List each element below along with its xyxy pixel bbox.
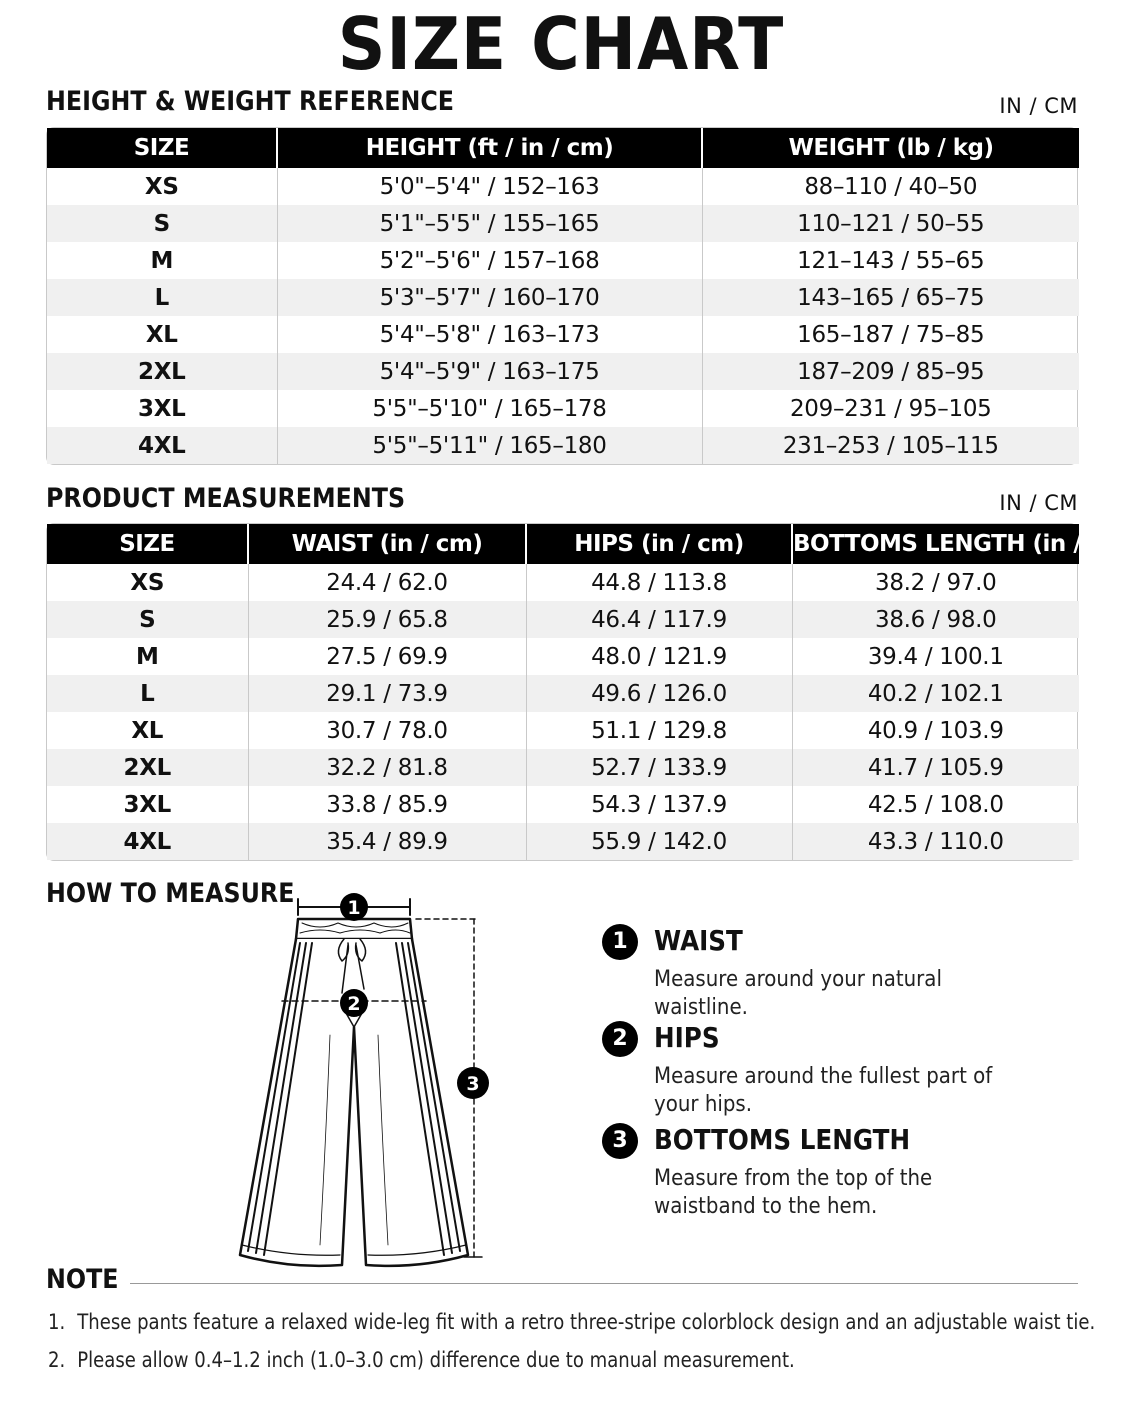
product-measurement-rows <box>47 564 1079 860</box>
product-measurements-unit: IN / CM <box>999 491 1078 515</box>
size-cell: M <box>150 247 174 274</box>
value-cell: 121–143 / 55–65 <box>702 242 1079 279</box>
size-cell: S <box>47 601 248 638</box>
number-badge: 3 <box>602 1123 638 1159</box>
diagram-marker-3 <box>457 1067 489 1099</box>
measure-description: Measure around the fullest part of your hips. <box>654 1064 993 1117</box>
diagram-marker-2 <box>340 989 368 1017</box>
number-badge: 2 <box>602 1021 638 1057</box>
pants-diagram <box>230 885 530 1280</box>
size-cell: 3XL <box>123 791 171 818</box>
height-weight-rows <box>47 168 1079 464</box>
value-cell: 35.4 / 89.9 <box>248 823 526 860</box>
product-measurements-heading: PRODUCT MEASUREMENTS <box>46 483 406 514</box>
note-number: 2. <box>48 1348 66 1372</box>
column-header-size: SIZE <box>47 128 277 168</box>
value-cell: 88–110 / 40–50 <box>702 168 1079 205</box>
measure-description: Measure around your natural waistline. <box>654 967 942 1020</box>
value-cell: 38.6 / 98.0 <box>792 601 1079 638</box>
value-cell: 32.2 / 81.8 <box>248 749 526 786</box>
table-row <box>47 786 1079 823</box>
value-cell: 44.8 / 113.8 <box>526 564 792 601</box>
table-row <box>47 390 1079 427</box>
value-cell: 52.7 / 133.9 <box>526 749 792 786</box>
size-cell: 4XL <box>47 823 248 860</box>
height-weight-table <box>46 127 1078 465</box>
note-item <box>48 1348 795 1372</box>
product-measurements-table <box>46 523 1135 861</box>
value-cell: 24.4 / 62.0 <box>248 564 526 601</box>
size-cell: M <box>135 643 159 670</box>
size-cell: XL <box>145 321 178 348</box>
note-heading: NOTE <box>46 1264 119 1295</box>
table-row <box>47 427 1079 464</box>
value-cell: 5'0"–5'4" / 152–163 <box>277 168 702 205</box>
value-cell: 40.9 / 103.9 <box>792 712 1079 749</box>
size-cell: 4XL <box>47 427 277 464</box>
value-cell: 46.4 / 117.9 <box>526 601 792 638</box>
table-header-row <box>47 524 1079 564</box>
value-cell: 143–165 / 65–75 <box>702 279 1079 316</box>
value-cell: 25.9 / 65.8 <box>248 601 526 638</box>
value-cell: 5'2"–5'6" / 157–168 <box>277 242 702 279</box>
column-header-weight: WEIGHT (lb / kg) <box>702 128 1079 168</box>
table-row <box>47 279 1079 316</box>
value-cell: 39.4 / 100.1 <box>792 638 1079 675</box>
value-cell: 187–209 / 85–95 <box>702 353 1079 390</box>
waistband <box>296 919 412 939</box>
value-cell: 38.2 / 97.0 <box>792 564 1079 601</box>
table-row <box>47 242 1079 279</box>
height-weight-unit: IN / CM <box>999 94 1078 118</box>
svg-text:2: 2 <box>347 993 361 1015</box>
table-row <box>47 168 1079 205</box>
note-item <box>48 1310 1095 1334</box>
table-row <box>47 823 1079 860</box>
how-to-measure-heading: HOW TO MEASURE <box>46 878 295 909</box>
table-row <box>47 638 1079 675</box>
value-cell: 40.2 / 102.1 <box>792 675 1079 712</box>
value-cell: 42.5 / 108.0 <box>792 786 1079 823</box>
column-header-height: HEIGHT (ft / in / cm) <box>277 128 702 168</box>
value-cell: 33.8 / 85.9 <box>248 786 526 823</box>
size-cell: S <box>47 205 277 242</box>
note-text: Please allow 0.4–1.2 inch (1.0–3.0 cm) difference due to manual measurement. <box>77 1348 795 1372</box>
measure-title: BOTTOMS LENGTH <box>654 1123 911 1156</box>
value-cell: 54.3 / 137.9 <box>526 786 792 823</box>
table-row <box>47 353 1079 390</box>
value-cell: 29.1 / 73.9 <box>248 675 526 712</box>
size-cell: 2XL <box>47 353 277 390</box>
column-header-size: SIZE <box>47 524 248 564</box>
value-cell: 5'1"–5'5" / 155–165 <box>277 205 702 242</box>
table-row <box>47 601 1079 638</box>
table-row <box>47 712 1079 749</box>
measure-description: Measure from the top of the waistband to the hem. <box>654 1166 933 1219</box>
value-cell: 41.7 / 105.9 <box>792 749 1079 786</box>
value-cell: 110–121 / 50–55 <box>702 205 1079 242</box>
value-cell: 49.6 / 126.0 <box>526 675 792 712</box>
svg-text:3: 3 <box>466 1073 480 1095</box>
note-number: 1. <box>48 1310 66 1334</box>
value-cell: 30.7 / 78.0 <box>248 712 526 749</box>
table-header-row <box>47 128 1079 168</box>
value-cell: 209–231 / 95–105 <box>702 390 1079 427</box>
value-cell: 51.1 / 129.8 <box>526 712 792 749</box>
table-row <box>47 564 1079 601</box>
note-divider <box>130 1283 1078 1284</box>
value-cell: 231–253 / 105–115 <box>702 427 1079 464</box>
height-weight-heading: HEIGHT & WEIGHT REFERENCE <box>46 86 455 117</box>
table-row <box>47 749 1079 786</box>
value-cell: 43.3 / 110.0 <box>792 823 1079 860</box>
table-row <box>47 205 1079 242</box>
size-cell: L <box>47 675 248 712</box>
column-header-waist: WAIST (in / cm) <box>248 524 526 564</box>
value-cell: 5'5"–5'11" / 165–180 <box>277 427 702 464</box>
table-row <box>47 675 1079 712</box>
value-cell: 5'4"–5'8" / 163–173 <box>277 316 702 353</box>
size-cell: 2XL <box>47 749 248 786</box>
value-cell: 5'5"–5'10" / 165–178 <box>277 390 702 427</box>
number-badge: 1 <box>602 924 638 960</box>
diagram-marker-1 <box>340 893 368 921</box>
size-cell: XS <box>130 569 165 596</box>
table-row <box>47 316 1079 353</box>
note-text: These pants feature a relaxed wide-leg fit with a retro three-stripe colorblock design and an adjustable waist tie. <box>77 1310 1096 1334</box>
size-cell: XL <box>131 717 164 744</box>
value-cell: 27.5 / 69.9 <box>248 638 526 675</box>
svg-text:1: 1 <box>347 897 361 919</box>
value-cell: 5'4"–5'9" / 163–175 <box>277 353 702 390</box>
value-cell: 5'3"–5'7" / 160–170 <box>277 279 702 316</box>
pants-outline <box>240 939 468 1266</box>
size-cell: XS <box>144 173 179 200</box>
column-header-hips: HIPS (in / cm) <box>526 524 792 564</box>
value-cell: 48.0 / 121.9 <box>526 638 792 675</box>
measure-title: WAIST <box>654 924 743 957</box>
page-title: SIZE CHART <box>337 2 785 86</box>
value-cell: 55.9 / 142.0 <box>526 823 792 860</box>
value-cell: 165–187 / 75–85 <box>702 316 1079 353</box>
size-cell: 3XL <box>138 395 186 422</box>
measure-title: HIPS <box>654 1021 720 1054</box>
column-header-bottoms-length: BOTTOMS LENGTH (in / cm) <box>792 524 1079 564</box>
size-cell: L <box>47 279 277 316</box>
